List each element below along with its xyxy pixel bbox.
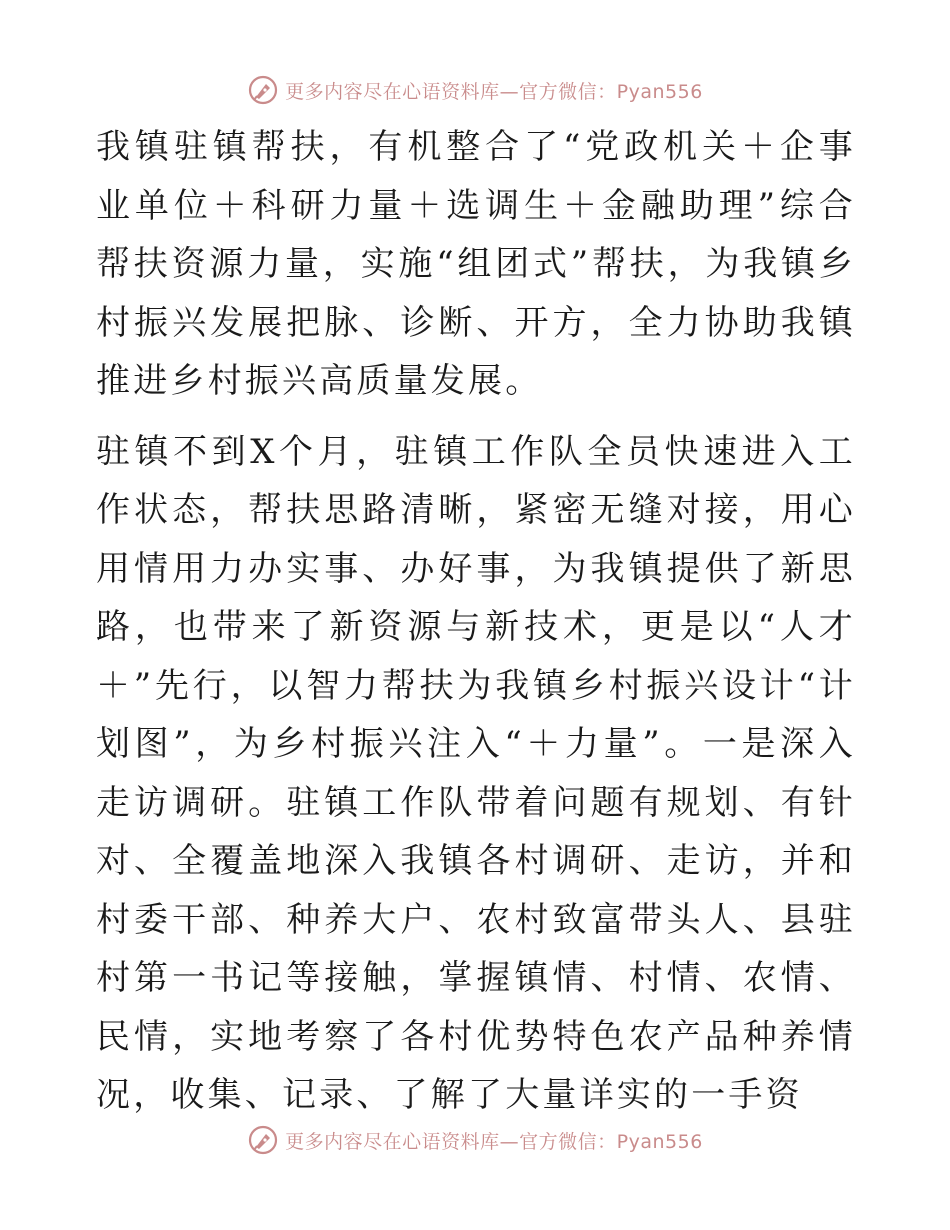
watermark-text: 更多内容尽在心语资料库—官方微信：Pyan556 bbox=[285, 1130, 703, 1153]
pen-nib-circle-icon bbox=[247, 74, 279, 106]
footer-watermark bbox=[0, 1120, 950, 1160]
paragraph-2: 驻镇不到X个月，驻镇工作队全员快速进入工作状态，帮扶思路清晰，紧密无缝对接，用心用情用力办实事、办好事，为我镇提供了新思路，也带来了新资源与新技术，更是以“人才＋”先行，以智力帮扶为我镇乡村振兴设计“计划图”，为乡村振兴注入“＋力量”。一是深入走访调研。驻镇工作队带着问题有规划、有针对、全覆盖地深入我镇各村调研、走访，并和村委干部、种养大户、农村致富带头人、县驻村第一书记等接触，掌握镇情、村情、农情、民情，实地考察了各村优势特色农产品种养情况，收集、记录、了解了大量详实的一手资 bbox=[96, 431, 856, 1115]
watermark-text: 更多内容尽在心语资料库—官方微信：Pyan556 bbox=[285, 80, 703, 103]
pen-nib-circle-icon bbox=[247, 1124, 279, 1156]
document-body bbox=[96, 118, 856, 1125]
paragraph-1: 我镇驻镇帮扶，有机整合了“党政机关＋企事业单位＋科研力量＋选调生＋金融助理”综合帮扶资源力量，实施“组团式”帮扶，为我镇乡村振兴发展把脉、诊断、开方，全力协助我镇推进乡村振兴高质量发展。 bbox=[96, 127, 856, 401]
header-watermark bbox=[0, 70, 950, 110]
